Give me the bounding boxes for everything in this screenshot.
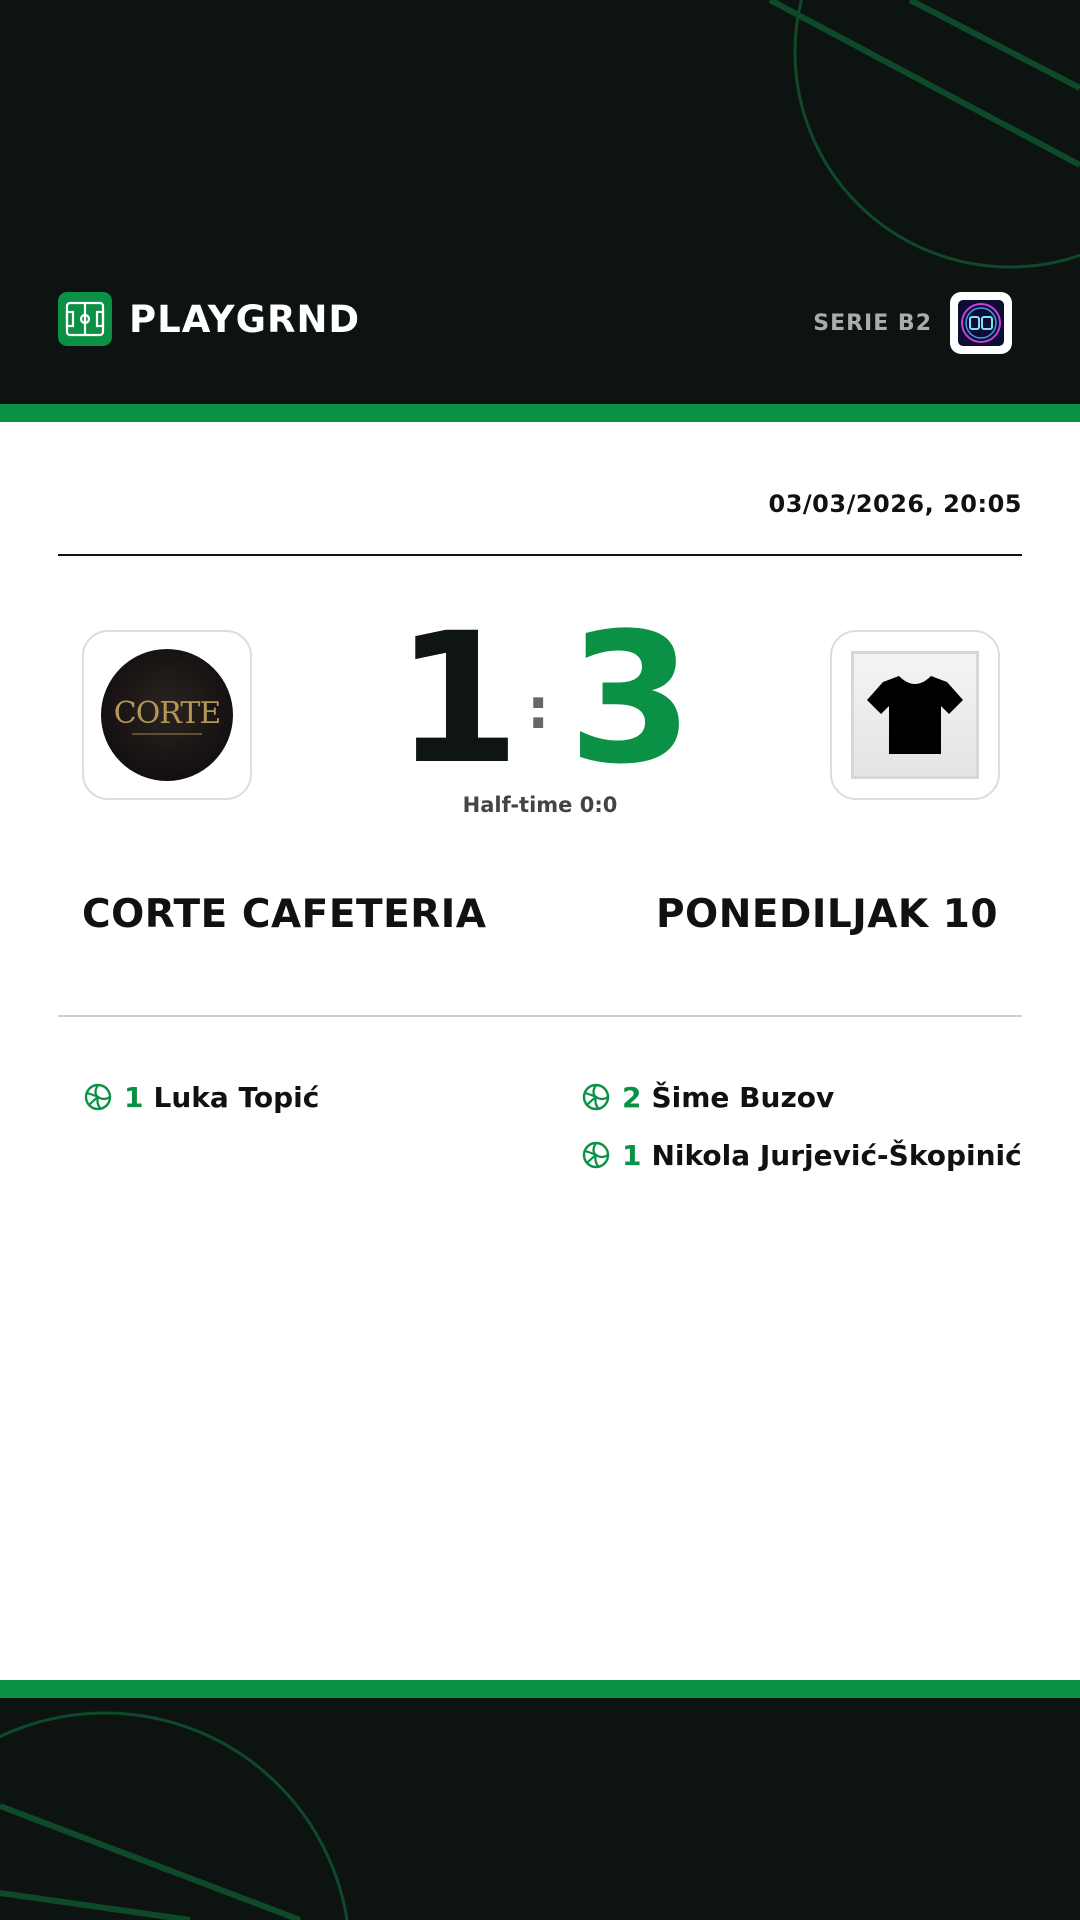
score-separator: : bbox=[527, 677, 550, 742]
ball-icon bbox=[582, 1141, 610, 1169]
league-name: SERIE B2 bbox=[813, 310, 932, 336]
list-item bbox=[582, 1068, 1027, 1126]
home-scorers-list bbox=[84, 1068, 319, 1126]
footer bbox=[0, 1698, 1080, 1920]
home-score: 1 bbox=[395, 595, 521, 804]
goal-count: 1 bbox=[622, 1138, 642, 1172]
scorer-name: Luka Topić bbox=[153, 1080, 320, 1114]
away-team-logo[interactable] bbox=[830, 630, 1000, 800]
list-item bbox=[582, 1126, 1027, 1184]
pitch-logo-icon bbox=[58, 292, 112, 346]
scorer-name: Šime Buzov bbox=[651, 1080, 835, 1114]
ball-icon bbox=[582, 1083, 610, 1111]
ball-icon bbox=[84, 1083, 112, 1111]
brand[interactable] bbox=[58, 292, 360, 346]
jersey-icon bbox=[865, 670, 965, 760]
footer-accent-bar bbox=[0, 1680, 1080, 1698]
pitch-lines-decoration bbox=[0, 1698, 1080, 1920]
brand-name: PLAYGRND bbox=[129, 297, 361, 341]
league-badge-icon bbox=[950, 292, 1012, 354]
away-team-name[interactable]: PONEDILJAK 10 bbox=[655, 892, 998, 937]
goal-count: 1 bbox=[124, 1080, 144, 1114]
header-accent-bar bbox=[0, 404, 1080, 422]
home-crest bbox=[101, 649, 233, 781]
home-team-logo[interactable] bbox=[82, 630, 252, 800]
match-datetime: 03/03/2026, 20:05 bbox=[768, 490, 1022, 518]
divider bbox=[58, 1015, 1022, 1017]
goal-count: 2 bbox=[622, 1080, 642, 1114]
home-crest-text: CORTE bbox=[113, 695, 221, 731]
away-score: 3 bbox=[568, 595, 694, 804]
home-team-name[interactable]: CORTE CAFETERIA bbox=[82, 892, 487, 937]
scorer-name: Nikola Jurjević-Škopinić bbox=[651, 1138, 1022, 1172]
divider bbox=[58, 554, 1022, 556]
league[interactable] bbox=[813, 292, 1012, 354]
away-scorers-list bbox=[582, 1068, 1027, 1184]
list-item bbox=[84, 1068, 319, 1126]
halftime-score: Half-time 0:0 bbox=[462, 793, 618, 817]
header bbox=[0, 0, 1080, 404]
